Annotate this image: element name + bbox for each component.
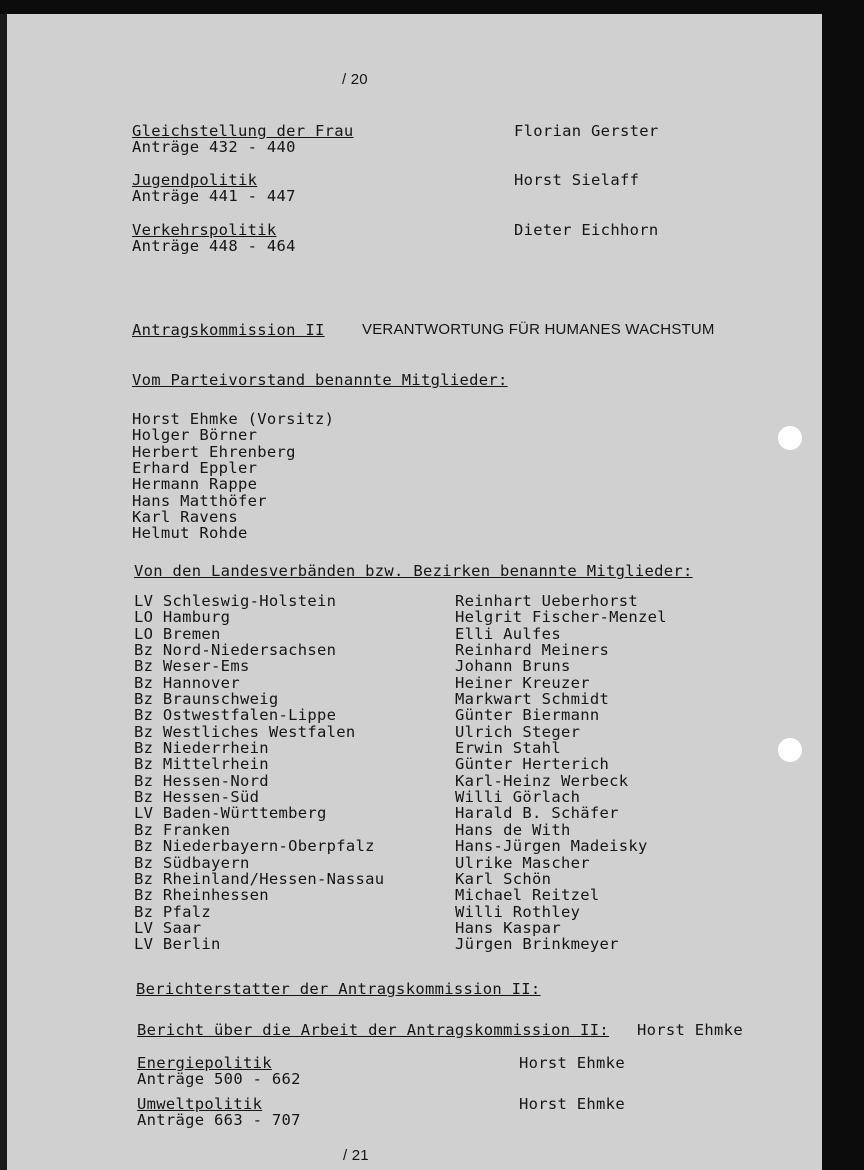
- topic-antraege: Anträge 500 - 662: [137, 1070, 301, 1088]
- delegate-name: Willi Rothley: [455, 902, 581, 921]
- region-name: Bz Westliches Westfalen: [134, 722, 356, 741]
- region-name: Bz Pfalz: [134, 902, 212, 921]
- region-name: Bz Weser-Ems: [134, 657, 250, 676]
- delegate-name: Hans de With: [455, 820, 571, 839]
- region-name: LV Berlin: [134, 935, 221, 954]
- member-name: Helmut Rohde: [132, 524, 248, 543]
- topic-title: Umweltpolitik: [137, 1095, 263, 1113]
- delegate-name: Karl Schön: [455, 869, 552, 888]
- topic-antraege: Anträge 432 - 440: [132, 138, 296, 156]
- region-name: Bz Hessen-Nord: [134, 771, 269, 790]
- topic-title: Gleichstellung der Frau: [132, 122, 354, 140]
- punch-hole-top: [778, 426, 802, 450]
- member-name: Horst Ehmke (Vorsitz): [132, 410, 335, 428]
- topic-speaker: Dieter Eichhorn: [514, 221, 659, 239]
- footer-page-number: / 21: [343, 1147, 369, 1164]
- region-name: Bz Südbayern: [134, 853, 250, 872]
- party-board-list: [132, 411, 334, 542]
- delegate-name: Reinhart Ueberhorst: [455, 592, 639, 610]
- delegate-name: Reinhard Meiners: [455, 641, 610, 660]
- region-column: [134, 593, 384, 953]
- delegate-name: Ulrich Steger: [455, 722, 581, 741]
- delegate-name: Heiner Kreuzer: [455, 673, 590, 692]
- region-name: Bz Franken: [134, 820, 231, 839]
- region-name: Bz Niederbayern-Oberpfalz: [134, 837, 375, 856]
- member-name: Erhard Eppler: [132, 459, 258, 478]
- region-name: Bz Rheinland/Hessen-Nassau: [134, 869, 385, 888]
- reporters-heading: Berichterstatter der Antragskommission II:: [136, 980, 541, 998]
- delegate-name: Hans Kaspar: [455, 918, 561, 937]
- region-name: LO Bremen: [134, 624, 221, 643]
- region-name: LO Hamburg: [134, 608, 231, 627]
- delegate-name: Johann Bruns: [455, 657, 571, 676]
- member-name: Hermann Rappe: [132, 475, 258, 494]
- member-name: Hans Matthöfer: [132, 491, 267, 510]
- region-name: Bz Mittelrhein: [134, 755, 269, 774]
- topic-title: Jugendpolitik: [132, 171, 258, 189]
- delegate-name: Michael Reitzel: [455, 886, 600, 905]
- region-name: LV Saar: [134, 918, 202, 937]
- topic-speaker: Horst Ehmke: [519, 1054, 625, 1072]
- member-name: Karl Ravens: [132, 508, 238, 527]
- party-board-heading: Vom Parteivorstand benannte Mitglieder:: [132, 371, 508, 389]
- delegate-name: Erwin Stahl: [455, 739, 561, 758]
- scan-border-right: [822, 0, 864, 1170]
- delegate-column: [455, 593, 667, 953]
- commission-label: Antragskommission II: [132, 321, 325, 339]
- topic-title: Verkehrspolitik: [132, 221, 277, 239]
- delegate-name: Hans-Jürgen Madeisky: [455, 837, 648, 856]
- delegate-name: Ulrike Mascher: [455, 853, 590, 872]
- topic-speaker: Horst Sielaff: [514, 171, 640, 189]
- topic-antraege: Anträge 663 - 707: [137, 1111, 301, 1129]
- delegate-name: Günter Biermann: [455, 706, 600, 725]
- topic-antraege: Anträge 448 - 464: [132, 237, 296, 255]
- region-name: Bz Ostwestfalen-Lippe: [134, 706, 337, 725]
- topic-antraege: Anträge 441 - 447: [132, 187, 296, 205]
- topic-speaker: Florian Gerster: [514, 122, 659, 140]
- report-label: Bericht über die Arbeit der Antragskommission II:: [137, 1021, 609, 1039]
- delegate-name: Harald B. Schäfer: [455, 804, 619, 823]
- scan-border-top: [0, 0, 864, 14]
- punch-hole-bottom: [778, 738, 802, 762]
- delegate-name: Elli Aulfes: [455, 624, 561, 643]
- region-name: LV Schleswig-Holstein: [134, 592, 337, 610]
- delegate-name: Markwart Schmidt: [455, 690, 610, 709]
- delegate-name: Günter Herterich: [455, 755, 610, 774]
- member-name: Holger Börner: [132, 426, 258, 445]
- regional-heading: Von den Landesverbänden bzw. Bezirken benannte Mitglieder:: [134, 562, 693, 580]
- delegate-name: Jürgen Brinkmeyer: [455, 935, 619, 954]
- region-name: Bz Hessen-Süd: [134, 788, 260, 807]
- delegate-name: Karl-Heinz Werbeck: [455, 771, 629, 790]
- region-name: Bz Niederrhein: [134, 739, 269, 758]
- region-name: LV Baden-Württemberg: [134, 804, 327, 823]
- commission-subtitle: VERANTWORTUNG FÜR HUMANES WACHSTUM: [362, 321, 715, 338]
- report-speaker: Horst Ehmke: [637, 1021, 743, 1039]
- region-name: Bz Nord-Niedersachsen: [134, 641, 337, 660]
- delegate-name: Helgrit Fischer-Menzel: [455, 608, 667, 627]
- region-name: Bz Rheinhessen: [134, 886, 269, 905]
- page-number: / 20: [342, 71, 368, 88]
- region-name: Bz Braunschweig: [134, 690, 279, 709]
- topic-title: Energiepolitik: [137, 1054, 272, 1072]
- topic-speaker: Horst Ehmke: [519, 1095, 625, 1113]
- member-name: Herbert Ehrenberg: [132, 442, 296, 461]
- region-name: Bz Hannover: [134, 673, 240, 692]
- delegate-name: Willi Görlach: [455, 788, 581, 807]
